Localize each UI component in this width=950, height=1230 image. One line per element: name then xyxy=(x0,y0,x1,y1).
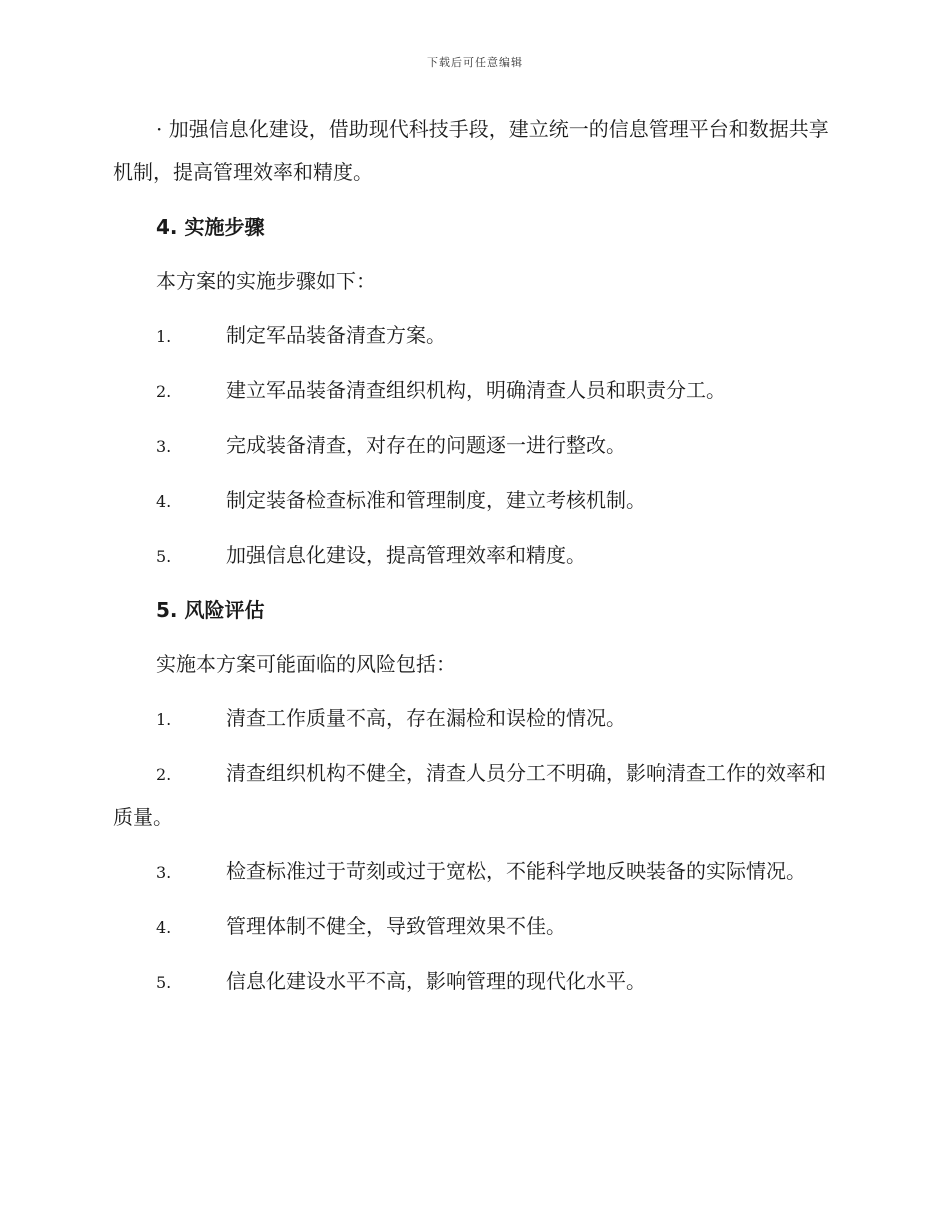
list-item xyxy=(113,369,835,413)
document-body xyxy=(113,108,835,1004)
list-number: 2. xyxy=(156,382,172,401)
list-item-text: 管理体制不健全，导致管理效果不佳。 xyxy=(226,914,566,938)
list-number: 5. xyxy=(156,973,172,992)
section-5-heading: 5. 风险评估 xyxy=(156,598,265,622)
section-4-heading: 4. 实施步骤 xyxy=(156,215,265,239)
list-item xyxy=(113,314,835,358)
list-number: 1. xyxy=(156,327,172,346)
section-5-lead: 实施本方案可能面临的风险包括： xyxy=(156,652,456,676)
list-item-text: 清查组织机构不健全，清查人员分工不明确，影响清查工作的效率和质量。 xyxy=(113,761,826,829)
section-4-lead: 本方案的实施步骤如下： xyxy=(156,269,376,293)
list-number: 4. xyxy=(156,492,172,511)
list-item xyxy=(113,697,835,741)
intro-paragraph: · 加强信息化建设，借助现代科技手段，建立统一的信息管理平台和数据共享机制，提高管理效率和精度。 xyxy=(113,117,829,184)
list-item xyxy=(113,534,835,578)
list-number: 5. xyxy=(156,547,172,566)
list-item-text: 制定装备检查标准和管理制度，建立考核机制。 xyxy=(226,488,646,512)
list-item xyxy=(113,424,835,468)
list-item-text: 信息化建设水平不高，影响管理的现代化水平。 xyxy=(226,969,646,993)
list-item xyxy=(113,905,835,949)
list-item-text: 检查标准过于苛刻或过于宽松，不能科学地反映装备的实际情况。 xyxy=(226,859,806,883)
list-item-text: 制定军品装备清查方案。 xyxy=(226,323,446,347)
list-number: 3. xyxy=(156,863,172,882)
list-item-text: 完成装备清查，对存在的问题逐一进行整改。 xyxy=(226,433,626,457)
list-item-text: 清查工作质量不高，存在漏检和误检的情况。 xyxy=(226,706,626,730)
list-item-text: 加强信息化建设，提高管理效率和精度。 xyxy=(226,543,586,567)
list-number: 4. xyxy=(156,918,172,937)
list-number: 3. xyxy=(156,437,172,456)
list-number: 1. xyxy=(156,710,172,729)
list-item xyxy=(113,479,835,523)
list-item xyxy=(113,850,835,894)
list-item xyxy=(113,752,835,839)
page-header: 下载后可任意编辑 xyxy=(427,56,523,69)
list-item xyxy=(113,960,835,1004)
list-number: 2. xyxy=(156,765,172,784)
list-item-text: 建立军品装备清查组织机构，明确清查人员和职责分工。 xyxy=(226,378,726,402)
